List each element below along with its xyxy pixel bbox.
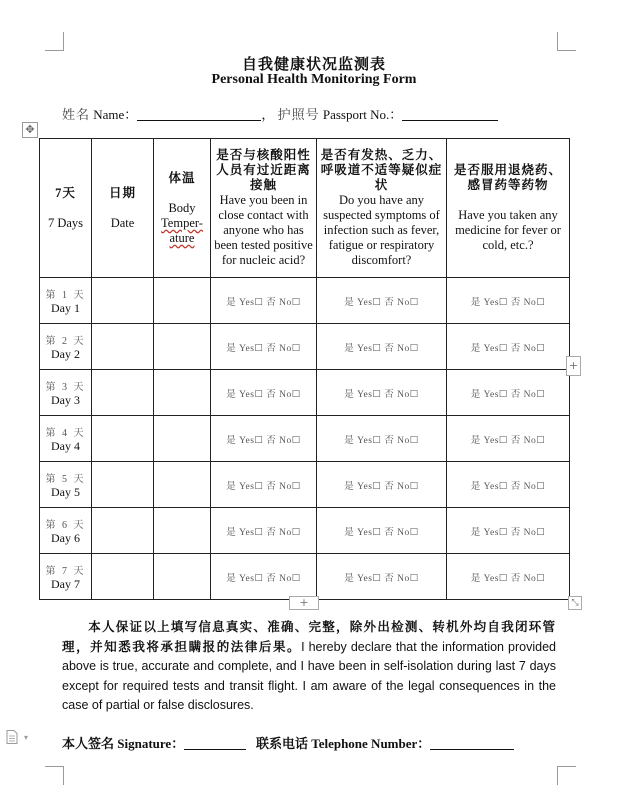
yes-no-checkbox-label[interactable]: 是 Yes☐ 否 No☐: [470, 435, 546, 446]
medicine-yes-no-cell[interactable]: [447, 324, 570, 370]
header-body-temperature: 体温 Body Temper- ature: [154, 139, 211, 278]
telephone-label-cn: 联系电话: [255, 736, 308, 751]
yes-no-checkbox-label[interactable]: 是 Yes☐ 否 No☐: [344, 527, 419, 538]
table-row: [40, 370, 570, 416]
form-title-chinese: 自我健康状况监测表: [241, 57, 386, 73]
symptoms-yes-no-cell[interactable]: [317, 554, 447, 600]
table-header-row: [40, 139, 570, 278]
table-row: [40, 324, 570, 370]
table-row: [40, 554, 570, 600]
table-move-handle-icon[interactable]: ✥: [22, 122, 38, 138]
symptoms-yes-no-cell[interactable]: [317, 324, 447, 370]
close-contact-yes-no-cell[interactable]: [211, 324, 317, 370]
crop-mark-top-right: [557, 32, 576, 51]
telephone-blank-field[interactable]: [430, 736, 514, 750]
day-cell: [40, 508, 92, 554]
yes-no-checkbox-label[interactable]: 是 Yes☐ 否 No☐: [344, 435, 419, 446]
day-label-cn: 第 3 天: [45, 381, 86, 393]
yes-no-checkbox-label[interactable]: 是 Yes☐ 否 No☐: [226, 389, 301, 400]
crop-mark-bottom-left: [45, 766, 64, 785]
date-cell[interactable]: [92, 416, 154, 462]
yes-no-checkbox-label[interactable]: 是 Yes☐ 否 No☐: [344, 389, 419, 400]
day-cell: [40, 416, 92, 462]
add-row-plus-icon[interactable]: +: [289, 596, 319, 610]
header-close-contact: 是否与核酸阳性人员有过近距离接触 Have you been in close contact with anyone who has been tested positive for nucleic acid?: [211, 139, 317, 278]
symptoms-yes-no-cell[interactable]: [317, 416, 447, 462]
day-label-en: Day 1: [51, 300, 80, 315]
temperature-cell[interactable]: [154, 508, 211, 554]
day-cell: [40, 370, 92, 416]
yes-no-checkbox-label[interactable]: 是 Yes☐ 否 No☐: [344, 573, 419, 584]
yes-no-checkbox-label[interactable]: 是 Yes☐ 否 No☐: [226, 527, 301, 538]
temperature-cell[interactable]: [154, 462, 211, 508]
yes-no-checkbox-label[interactable]: 是 Yes☐ 否 No☐: [344, 481, 419, 492]
yes-no-checkbox-label[interactable]: 是 Yes☐ 否 No☐: [226, 573, 301, 584]
name-separator: ，: [261, 107, 275, 122]
close-contact-yes-no-cell[interactable]: [211, 278, 317, 324]
symptoms-yes-no-cell[interactable]: [317, 508, 447, 554]
day-label-en: Day 7: [51, 576, 80, 591]
signature-blank-field[interactable]: [184, 736, 246, 750]
day-cell: [40, 554, 92, 600]
day-label-cn: 第 6 天: [45, 519, 86, 531]
temperature-cell[interactable]: [154, 554, 211, 600]
temperature-cell[interactable]: [154, 278, 211, 324]
medicine-yes-no-cell[interactable]: [447, 508, 570, 554]
close-contact-yes-no-cell[interactable]: [211, 508, 317, 554]
chevron-down-icon[interactable]: ▾: [24, 733, 29, 742]
day-cell: [40, 324, 92, 370]
yes-no-checkbox-label[interactable]: 是 Yes☐ 否 No☐: [344, 297, 419, 308]
name-passport-line: [62, 104, 498, 123]
symptoms-yes-no-cell[interactable]: [317, 462, 447, 508]
date-cell[interactable]: [92, 462, 154, 508]
name-label-cn: 姓名: [62, 107, 91, 122]
yes-no-checkbox-label[interactable]: 是 Yes☐ 否 No☐: [470, 389, 546, 400]
day-label-cn: 第 7 天: [45, 565, 86, 577]
day-cell: [40, 278, 92, 324]
yes-no-checkbox-label[interactable]: 是 Yes☐ 否 No☐: [226, 435, 301, 446]
medicine-yes-no-cell[interactable]: [447, 370, 570, 416]
close-contact-yes-no-cell[interactable]: [211, 554, 317, 600]
header-medicine: 是否服用退烧药、感冒药等药物 Have you taken any medicine for fever or cold, etc.?: [447, 139, 570, 278]
name-blank-field[interactable]: [137, 107, 261, 121]
header-date: 日期 Date: [92, 139, 154, 278]
telephone-label-en: Telephone Number：: [311, 736, 431, 751]
yes-no-checkbox-label[interactable]: 是 Yes☐ 否 No☐: [226, 343, 301, 354]
name-label-en: Name：: [93, 107, 138, 122]
yes-no-checkbox-label[interactable]: 是 Yes☐ 否 No☐: [344, 343, 419, 354]
yes-no-checkbox-label[interactable]: 是 Yes☐ 否 No☐: [226, 481, 301, 492]
close-contact-yes-no-cell[interactable]: [211, 370, 317, 416]
close-contact-yes-no-cell[interactable]: [211, 416, 317, 462]
medicine-yes-no-cell[interactable]: [447, 278, 570, 324]
health-monitoring-table: [39, 138, 570, 600]
yes-no-checkbox-label[interactable]: 是 Yes☐ 否 No☐: [470, 297, 546, 308]
day-label-cn: 第 5 天: [45, 473, 86, 485]
day-label-en: Day 4: [51, 438, 80, 453]
temperature-cell[interactable]: [154, 324, 211, 370]
day-label-en: Day 5: [51, 484, 80, 499]
passport-label-cn: 护照号: [277, 107, 320, 122]
table-row: [40, 462, 570, 508]
day-label-en: Day 2: [51, 346, 80, 361]
declaration-english: I hereby declare that the information provided above is true, accurate and complete, and I have been in self-isolation during last 7 days except for required tests and transit flight. I am aware of the legal consequences in the case of partial or false disclosures.: [62, 639, 556, 712]
signature-label-en: Signature：: [117, 736, 185, 751]
table-resize-icon[interactable]: ⤡: [568, 596, 582, 610]
temperature-cell[interactable]: [154, 370, 211, 416]
form-title-english: Personal Health Monitoring Form: [211, 72, 417, 87]
yes-no-checkbox-label[interactable]: 是 Yes☐ 否 No☐: [226, 297, 301, 308]
yes-no-checkbox-label[interactable]: 是 Yes☐ 否 No☐: [470, 481, 546, 492]
medicine-yes-no-cell[interactable]: [447, 416, 570, 462]
header-symptoms: 是否有发热、乏力、呼吸道不适等疑似症状 Do you have any suspected symptoms of infection such as fever, fatigue or respiratory discomfort?: [317, 139, 447, 278]
medicine-yes-no-cell[interactable]: [447, 462, 570, 508]
medicine-yes-no-cell[interactable]: [447, 554, 570, 600]
yes-no-checkbox-label[interactable]: 是 Yes☐ 否 No☐: [470, 527, 546, 538]
day-cell: [40, 462, 92, 508]
yes-no-checkbox-label[interactable]: 是 Yes☐ 否 No☐: [470, 343, 546, 354]
day-label-cn: 第 4 天: [45, 427, 86, 439]
date-cell[interactable]: [92, 278, 154, 324]
temperature-cell[interactable]: [154, 416, 211, 462]
crop-mark-bottom-right: [557, 766, 576, 785]
signature-telephone-line: [62, 733, 514, 752]
table-row: [40, 416, 570, 462]
day-label-cn: 第 2 天: [45, 335, 86, 347]
declaration-paragraph: [62, 618, 556, 716]
date-cell[interactable]: [92, 370, 154, 416]
header-7-days: 7天 7 Days: [40, 139, 92, 278]
symptoms-yes-no-cell[interactable]: [317, 370, 447, 416]
close-contact-yes-no-cell[interactable]: [211, 462, 317, 508]
table-row: [40, 278, 570, 324]
day-label-cn: 第 1 天: [45, 289, 86, 301]
yes-no-checkbox-label[interactable]: 是 Yes☐ 否 No☐: [470, 573, 546, 584]
add-column-plus-icon[interactable]: +: [566, 356, 581, 376]
day-label-en: Day 3: [51, 392, 80, 407]
declaration-chinese: 本人保证以上填写信息真实、准确、完整，除外出检测、转机外均自我闭环管理，并知悉我将承担瞒报的法律后果。: [62, 620, 556, 654]
date-cell[interactable]: [92, 324, 154, 370]
date-cell[interactable]: [92, 554, 154, 600]
day-label-en: Day 6: [51, 530, 80, 545]
symptoms-yes-no-cell[interactable]: [317, 278, 447, 324]
passport-blank-field[interactable]: [402, 107, 498, 121]
passport-label-en: Passport No.：: [322, 107, 403, 122]
table-row: [40, 508, 570, 554]
crop-mark-top-left: [45, 32, 64, 51]
signature-label-cn: 本人签名: [62, 736, 115, 751]
date-cell[interactable]: [92, 508, 154, 554]
document-icon[interactable]: [6, 730, 18, 744]
